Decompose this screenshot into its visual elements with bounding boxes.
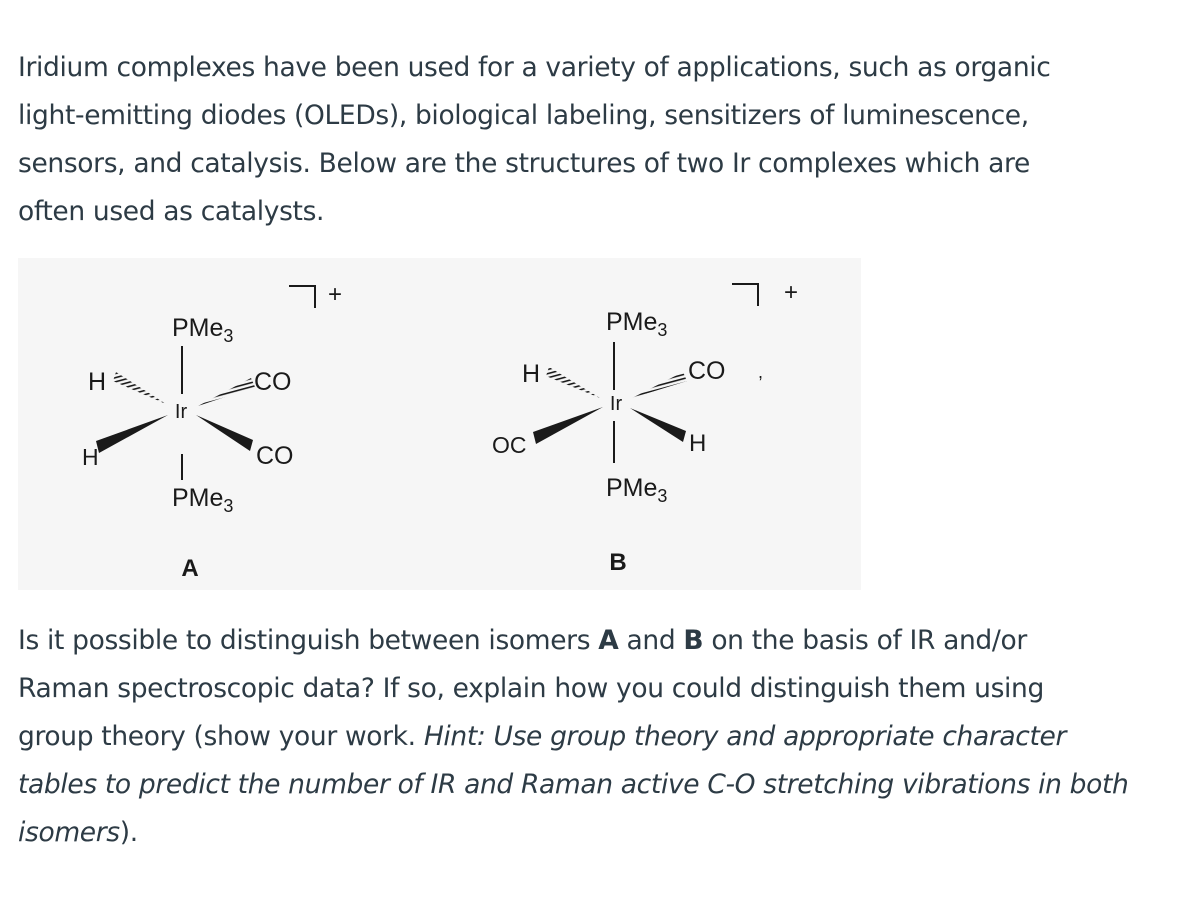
charge-bracket-b [732,284,758,306]
wedge-bond-left-a [96,415,168,453]
structure-figure [18,258,861,590]
complex-b [492,279,798,576]
hash-bond-left-b [546,367,600,398]
question-line-4: tables to predict the number of IR and Raman active C-O stretching vibrations in both [18,769,1129,800]
intro-paragraph [18,44,1178,236]
hash-bond-right-a [198,378,255,406]
hint-text: Hint: Use group theory and appropriate character [423,721,1067,752]
structures-svg [18,258,861,590]
label-b: B [609,549,627,576]
intro-line-3: sensors, and catalysis. Below are the structures of two Ir complexes which are [18,148,1030,179]
wedge-bond-right-a [196,415,253,451]
question-line-5: isomers). [18,817,138,848]
question-line-2: Raman spectroscopic data? If so, explain how you could distinguish them using [18,673,1044,704]
wedge-bond-left-b [533,407,603,444]
question-line-3: group theory (show your work. Hint: Use group theory and appropriate character [18,721,1067,752]
metal-b: Ir [609,393,623,415]
isomer-b-ref: B [683,625,704,656]
ligand-hash-left-a: H [88,368,107,396]
isomer-a-ref: A [598,625,619,656]
charge-bracket-a [289,286,315,308]
question-line-1: Is it possible to distinguish between isomers A and B on the basis of IR and/or [18,625,1027,656]
complex-a [82,281,342,582]
question-paragraph [18,617,1178,857]
ligand-hash-right-b: CO [688,357,726,385]
ligand-bottom-b: PMe$_3$ [606,474,668,506]
wedge-bond-right-b [630,408,686,442]
metal-a: Ir [174,401,188,423]
ligand-hash-left-b: H [522,360,541,388]
ligand-wedge-right-a: CO [256,442,294,470]
intro-line-2: light-emitting diodes (OLEDs), biological labeling, sensitizers of luminescence, [18,100,1029,131]
ligand-wedge-left-a: H [82,444,99,470]
intro-line-4: often used as catalysts. [18,196,325,227]
hash-bond-right-b [632,372,687,398]
ligand-top-b: PMe$_3$ [606,308,668,340]
ligand-top-a: PMe$_3$ [172,314,234,346]
ligand-hash-right-a: CO [254,368,292,396]
hash-bond-left-a [113,372,166,404]
intro-line-1: Iridium complexes have been used for a variety of applications, such as organic [18,52,1051,83]
ligand-wedge-left-b: OC [492,432,527,458]
label-a: A [181,555,199,582]
charge-a: + [327,281,343,308]
ligand-bottom-a: PMe$_3$ [172,484,234,516]
charge-b: + [783,279,799,306]
ligand-wedge-right-b: H [689,430,707,457]
stray-mark-b: , [758,362,764,382]
